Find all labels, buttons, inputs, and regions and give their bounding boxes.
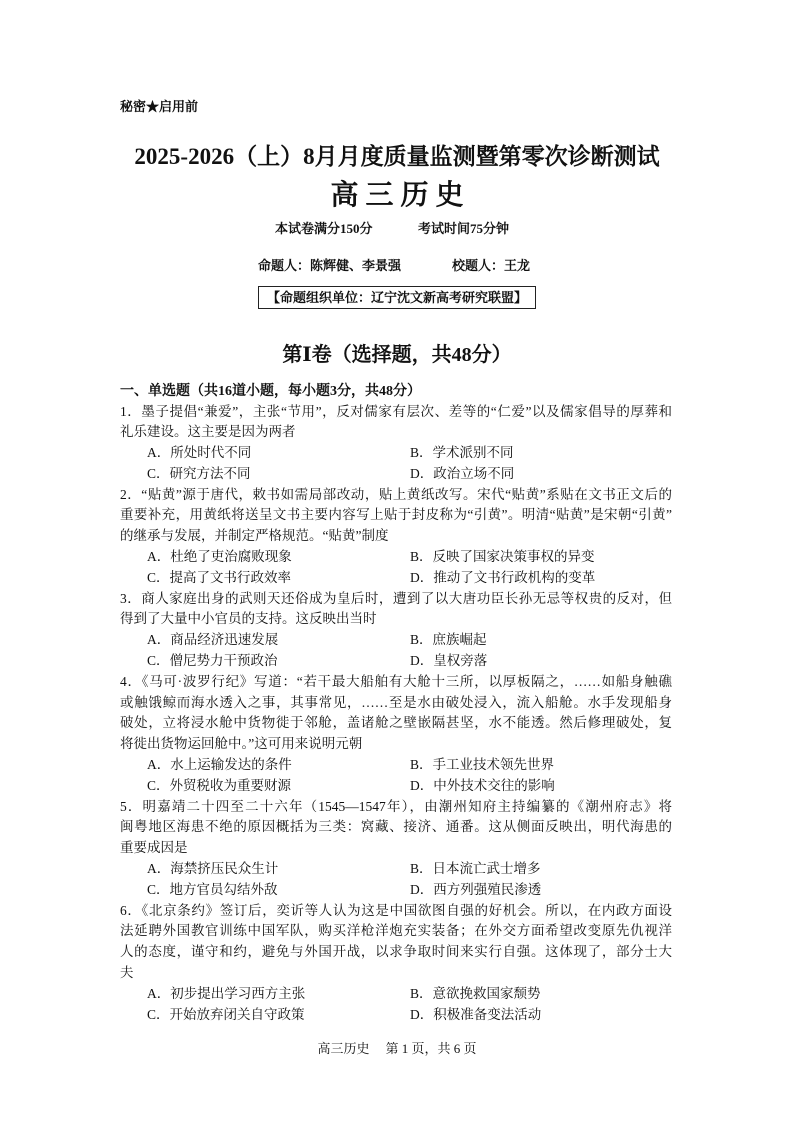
question-stem-line: 或触饿鲸而海水透入之事，其事常见，……至是水由破处浸入，流入船舱。水手发现船身 [120, 694, 672, 710]
option-row [120, 443, 672, 464]
option-c: C．提高了文书行政效率 [147, 569, 292, 585]
question-stem-line: 法延聘外国教官训练中国军队，购买洋枪洋炮充实装备；在外交方面希望改变原先仇视洋 [120, 923, 672, 939]
question-stem-line: 将徙出货物运回舱中。”这可用来说明元朝 [120, 736, 363, 752]
option-b: B．学术派别不同 [410, 445, 514, 461]
question-stem-line: 5．明嘉靖二十四至二十六年（1545—1547年），由潮州知府主持编纂的《潮州府志》将 [120, 798, 672, 814]
question-stem-line: 4．《马可·波罗行纪》写道：“若干最大船舶有大舱十三所，以厚板隔之，……如船身触礁 [120, 673, 672, 689]
option-row [120, 859, 672, 880]
question-stem-line: 的继承与发展，并制定严格规范。“贴黄”制度 [120, 528, 389, 544]
option-c: C．外贸税收为重要财源 [147, 777, 292, 793]
option-row [120, 651, 672, 672]
option-d: D．政治立场不同 [410, 465, 515, 481]
part-title: 一、单选题（共16道小题，每小题3分，共48分） [120, 384, 421, 399]
option-d: D．中外技术交往的影响 [410, 777, 555, 793]
option-d: D．推动了文书行政机构的变革 [410, 569, 596, 585]
question-stem-line: 1．墨子提倡“兼爱”，主张“节用”，反对儒家有层次、差等的“仁爱”以及儒家倡导的厚葬和 [120, 403, 672, 419]
option-row [120, 984, 672, 1005]
exam-time-info: 考试时间75分钟 [418, 221, 510, 236]
option-a: A．水上运输发达的条件 [147, 757, 292, 773]
question-stem-line: 重要成因是 [120, 840, 188, 856]
option-b: B．反映了国家决策事权的异变 [410, 549, 595, 565]
question-setters: 命题人：陈辉健、李景强 [258, 258, 402, 273]
option-c: C．僧尼势力干预政治 [147, 653, 278, 669]
question-stem-line: 礼乐建设。这主要是因为两者 [120, 424, 296, 440]
question-stem-line: 闽粤地区海患不绝的原因概括为三类：窝藏、接济、通番。这从侧面反映出，明代海患的 [120, 819, 672, 835]
question-stem-line: 3．商人家庭出身的武则天还俗成为皇后时，遭到了以大唐功臣长孙无忌等权贵的反对，但 [120, 590, 672, 606]
question-stem-line: 重要补充，用黄纸将送呈文书主要内容写上贴于封皮称为“引黄”。明清“贴黄”是宋朝“引黄” [120, 507, 672, 523]
question-stem-line: 人的态度，谨守和约，避免与外国开战，以求争取时间来实行自强。这体现了，部分士大 [120, 944, 672, 960]
question-stem-line: 6．《北京条约》签订后，奕䜣等人认为这是中国欲图自强的好机会。所以，在内政方面设 [120, 902, 672, 918]
option-a: A．杜绝了吏治腐败现象 [147, 549, 292, 565]
option-a: A．海禁挤压民众生计 [147, 861, 279, 877]
organizer-box: 【命题组织单位：辽宁沈文新高考研究联盟】 [258, 286, 536, 309]
option-c: C．地方官员勾结外敌 [147, 881, 278, 897]
option-c: C．开始放弃闭关自守政策 [147, 1006, 305, 1022]
option-d: D．积极准备变法活动 [410, 1006, 542, 1022]
option-row [120, 547, 672, 568]
footer-subject: 高三历史 [317, 1041, 370, 1056]
full-score-info: 本试卷满分150分 [275, 221, 373, 236]
option-row [120, 568, 672, 589]
page-footer [0, 1040, 794, 1058]
option-row [120, 880, 672, 901]
section-title: 第Ⅰ卷（选择题，共48分） [282, 344, 512, 366]
option-b: B．手工业技术领先世界 [410, 757, 555, 773]
option-d: D．皇权旁落 [410, 653, 488, 669]
question-stem-line: 得到了大量中小官员的支持。这反映出当时 [120, 611, 377, 627]
option-row [120, 1005, 672, 1026]
option-row [120, 755, 672, 776]
option-a: A．商品经济迅速发展 [147, 632, 279, 648]
footer-page-number: 第 1 页，共 6 页 [385, 1041, 477, 1056]
option-row [120, 776, 672, 797]
question-stem-line: 破处，立将浸水舱中货物徙于邻舱，盖诸舱之壁嵌隔甚坚，水不能透。然后修理破处，复 [120, 715, 672, 731]
option-a: A．所处时代不同 [147, 445, 252, 461]
option-row [120, 630, 672, 651]
question-stem-line: 夫 [120, 965, 134, 981]
reviewer: 校题人：王龙 [452, 258, 531, 273]
option-b: B．意欲挽救国家颓势 [410, 985, 541, 1001]
confidential-mark: 秘密★启用前 [120, 99, 199, 114]
option-c: C．研究方法不同 [147, 465, 251, 481]
option-a: A．初步提出学习西方主张 [147, 985, 306, 1001]
exam-title: 2025-2026（上）8月月度质量监测暨第零次诊断测试 [134, 144, 660, 169]
option-row [120, 464, 672, 485]
questions-body [120, 402, 672, 1026]
option-b: B．日本流亡武士增多 [410, 861, 541, 877]
option-b: B．庶族崛起 [410, 632, 487, 648]
question-stem-line: 2．“贴黄”源于唐代，敕书如需局部改动，贴上黄纸改写。宋代“贴黄”系贴在文书正文后的 [120, 486, 672, 502]
subject-heading: 高 三 历 史 [330, 180, 464, 211]
option-d: D．西方列强殖民渗透 [410, 881, 542, 897]
